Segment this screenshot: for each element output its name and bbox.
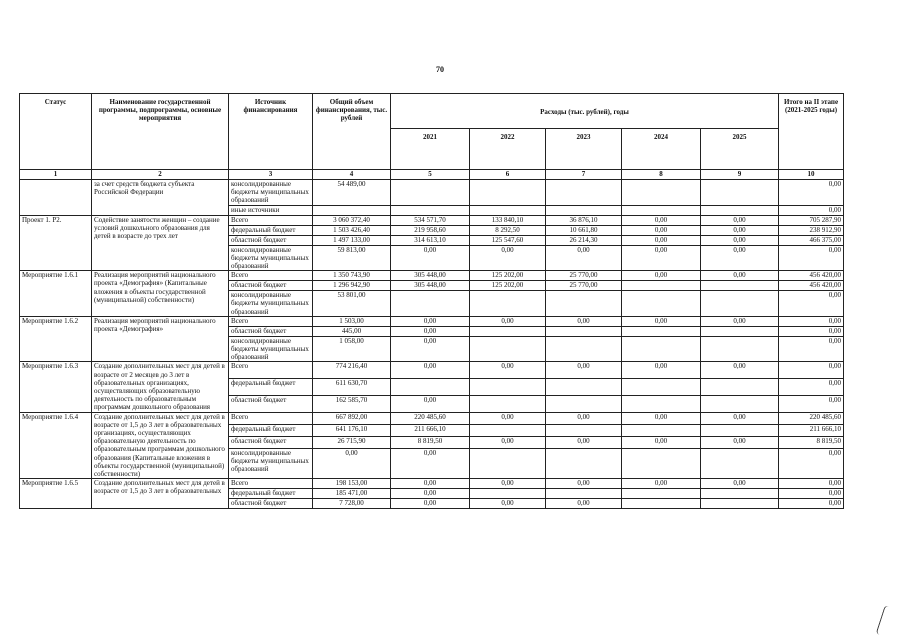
year-cell-2022 xyxy=(470,336,546,362)
year-cell-2023: 0,00 xyxy=(546,362,622,379)
funding-source: областной бюджет xyxy=(229,499,313,509)
funding-source: Всего xyxy=(229,362,313,379)
funding-source: иные источники xyxy=(229,205,313,215)
header-expenses: Расходы (тыс. рублей), годы xyxy=(391,94,779,129)
year-cell-2022: 125 547,60 xyxy=(470,235,546,245)
year-cell-2022 xyxy=(470,291,546,317)
year-cell-2021: 314 613,10 xyxy=(391,235,470,245)
header-name: Наименование государственной программы, подпрограммы, основные мероприятия xyxy=(92,94,229,170)
header-year: 2023 xyxy=(546,129,622,170)
funding-source: консолидированные бюджеты муниципальных образований xyxy=(229,291,313,317)
row-name: за счет средств бюджета субъекта Российской Федерации xyxy=(92,180,229,216)
row-status: Мероприятие 1.6.3 xyxy=(20,362,92,412)
year-cell-2023: 0,00 xyxy=(546,316,622,326)
total-cell: 26 715,90 xyxy=(313,436,391,448)
funding-source: федеральный бюджет xyxy=(229,379,313,396)
row-name: Содействие занятости женщин – создание условий дошкольного образования для детей в возрасте до трех лет xyxy=(92,215,229,271)
column-number: 7 xyxy=(546,170,622,180)
table-row xyxy=(20,316,844,326)
year-cell-2022 xyxy=(470,180,546,206)
year-cell-2023 xyxy=(546,379,622,396)
year-cell-2022: 0,00 xyxy=(470,245,546,271)
year-cell-2025: 0,00 xyxy=(701,271,779,281)
year-cell-2023 xyxy=(546,291,622,317)
total-cell: 641 176,10 xyxy=(313,424,391,436)
year-cell-2022: 0,00 xyxy=(470,499,546,509)
column-number: 5 xyxy=(391,170,470,180)
year-cell-2021: 0,00 xyxy=(391,326,470,336)
year-cell-2023: 0,00 xyxy=(546,436,622,448)
year-cell-2021: 219 958,60 xyxy=(391,225,470,235)
year-cell-2025 xyxy=(701,379,779,396)
total-cell: 7 728,00 xyxy=(313,499,391,509)
row-status: Проект 1. Р2. xyxy=(20,215,92,271)
year-cell-2022 xyxy=(470,395,546,412)
year-cell-2024: 0,00 xyxy=(622,479,701,489)
total-cell: 185 471,00 xyxy=(313,489,391,499)
total-cell: 0,00 xyxy=(313,448,391,479)
year-cell-2024 xyxy=(622,448,701,479)
stage-total-cell: 8 819,50 xyxy=(779,436,844,448)
year-cell-2022 xyxy=(470,326,546,336)
total-cell: 611 630,70 xyxy=(313,379,391,396)
total-cell: 59 813,00 xyxy=(313,245,391,271)
total-cell xyxy=(313,205,391,215)
year-cell-2023: 26 214,30 xyxy=(546,235,622,245)
year-cell-2025: 0,00 xyxy=(701,479,779,489)
stage-total-cell: 0,00 xyxy=(779,499,844,509)
year-cell-2021: 0,00 xyxy=(391,395,470,412)
total-cell: 774 216,40 xyxy=(313,362,391,379)
year-cell-2021: 0,00 xyxy=(391,336,470,362)
year-cell-2024: 0,00 xyxy=(622,436,701,448)
table-row xyxy=(20,180,844,206)
stage-total-cell: 0,00 xyxy=(779,316,844,326)
funding-source: областной бюджет xyxy=(229,436,313,448)
year-cell-2025: 0,00 xyxy=(701,316,779,326)
year-cell-2023 xyxy=(546,424,622,436)
year-cell-2025 xyxy=(701,395,779,412)
year-cell-2022: 133 840,10 xyxy=(470,215,546,225)
year-cell-2024 xyxy=(622,489,701,499)
year-cell-2022 xyxy=(470,489,546,499)
year-cell-2023: 36 876,10 xyxy=(546,215,622,225)
total-cell: 445,00 xyxy=(313,326,391,336)
stage-total-cell: 466 375,00 xyxy=(779,235,844,245)
column-number: 1 xyxy=(20,170,92,180)
year-cell-2024 xyxy=(622,424,701,436)
year-cell-2022: 0,00 xyxy=(470,316,546,326)
year-cell-2023: 25 770,00 xyxy=(546,271,622,281)
year-cell-2021 xyxy=(391,291,470,317)
stage-total-cell: 0,00 xyxy=(779,448,844,479)
stage-total-cell: 0,00 xyxy=(779,379,844,396)
year-cell-2024: 0,00 xyxy=(622,225,701,235)
row-name: Реализация мероприятий национального проекта «Демография» (Капитальные вложения в объекты государственной (муниципальной) собственности) xyxy=(92,271,229,317)
column-number: 8 xyxy=(622,170,701,180)
year-cell-2023: 10 661,80 xyxy=(546,225,622,235)
year-cell-2023 xyxy=(546,489,622,499)
year-cell-2024: 0,00 xyxy=(622,362,701,379)
header-stage-total: Итого на II этапе (2021-2025 годы) xyxy=(779,94,844,170)
year-cell-2023 xyxy=(546,205,622,215)
funding-source: Всего xyxy=(229,412,313,424)
year-cell-2022 xyxy=(470,205,546,215)
table-row xyxy=(20,271,844,281)
year-cell-2022: 8 292,50 xyxy=(470,225,546,235)
row-name: Создание дополнительных мест для детей в возрасте от 2 месяцев до 3 лет в образовательных организациях, осуществляющих образовательную деятельность по образовательным программам дошкольного образования xyxy=(92,362,229,412)
stage-total-cell: 456 420,00 xyxy=(779,271,844,281)
funding-source: Всего xyxy=(229,271,313,281)
year-cell-2021: 220 485,60 xyxy=(391,412,470,424)
table-header xyxy=(20,94,844,180)
year-cell-2024 xyxy=(622,395,701,412)
year-cell-2022: 0,00 xyxy=(470,362,546,379)
total-cell: 54 489,00 xyxy=(313,180,391,206)
year-cell-2024 xyxy=(622,180,701,206)
stage-total-cell: 0,00 xyxy=(779,291,844,317)
year-cell-2025 xyxy=(701,336,779,362)
year-cell-2022: 0,00 xyxy=(470,479,546,489)
header-source: Источник финансирования xyxy=(229,94,313,170)
row-status: Мероприятие 1.6.2 xyxy=(20,316,92,362)
year-cell-2023 xyxy=(546,395,622,412)
year-cell-2022 xyxy=(470,379,546,396)
stage-total-cell: 211 666,10 xyxy=(779,424,844,436)
year-cell-2024: 0,00 xyxy=(622,412,701,424)
funding-source: федеральный бюджет xyxy=(229,225,313,235)
year-cell-2023 xyxy=(546,180,622,206)
year-cell-2023: 0,00 xyxy=(546,499,622,509)
stage-total-cell: 238 912,90 xyxy=(779,225,844,235)
year-cell-2025 xyxy=(701,499,779,509)
total-cell: 1 350 743,90 xyxy=(313,271,391,281)
year-cell-2021: 305 448,00 xyxy=(391,281,470,291)
year-cell-2021: 0,00 xyxy=(391,448,470,479)
funding-source: консолидированные бюджеты муниципальных образований xyxy=(229,448,313,479)
table-row xyxy=(20,362,844,379)
stage-total-cell: 456 420,00 xyxy=(779,281,844,291)
year-cell-2021: 305 448,00 xyxy=(391,271,470,281)
stage-total-cell: 220 485,60 xyxy=(779,412,844,424)
year-cell-2021: 0,00 xyxy=(391,316,470,326)
stage-total-cell: 0,00 xyxy=(779,205,844,215)
year-cell-2021: 0,00 xyxy=(391,499,470,509)
column-number: 2 xyxy=(92,170,229,180)
header-year: 2024 xyxy=(622,129,701,170)
year-cell-2023 xyxy=(546,326,622,336)
year-cell-2022: 125 202,00 xyxy=(470,281,546,291)
year-cell-2023 xyxy=(546,336,622,362)
stage-total-cell: 0,00 xyxy=(779,326,844,336)
year-cell-2025 xyxy=(701,448,779,479)
column-number: 6 xyxy=(470,170,546,180)
column-number: 10 xyxy=(779,170,844,180)
funding-source: федеральный бюджет xyxy=(229,424,313,436)
year-cell-2025: 0,00 xyxy=(701,362,779,379)
table-row xyxy=(20,215,844,225)
year-cell-2021 xyxy=(391,180,470,206)
year-cell-2022 xyxy=(470,424,546,436)
funding-source: консолидированные бюджеты муниципальных образований xyxy=(229,245,313,271)
row-name: Создание дополнительных мест для детей в возрасте от 1,5 до 3 лет в образовательных организациях, осуществляющих образовательную деятельность по образовательным программам дошкольного образования (Капитальные вложения в объекты государственной (муниципальной) собственности) xyxy=(92,412,229,479)
year-cell-2024 xyxy=(622,379,701,396)
stage-total-cell: 0,00 xyxy=(779,245,844,271)
year-cell-2024 xyxy=(622,326,701,336)
stage-total-cell: 705 287,90 xyxy=(779,215,844,225)
total-cell: 1 503,00 xyxy=(313,316,391,326)
stage-total-cell: 0,00 xyxy=(779,362,844,379)
year-cell-2025 xyxy=(701,326,779,336)
table-row xyxy=(20,412,844,424)
year-cell-2024: 0,00 xyxy=(622,215,701,225)
year-cell-2024: 0,00 xyxy=(622,235,701,245)
row-status: Мероприятие 1.6.5 xyxy=(20,479,92,509)
year-cell-2021: 534 571,70 xyxy=(391,215,470,225)
total-cell: 53 801,00 xyxy=(313,291,391,317)
stage-total-cell: 0,00 xyxy=(779,489,844,499)
table-row xyxy=(20,479,844,489)
total-cell: 1 296 942,90 xyxy=(313,281,391,291)
total-cell: 3 060 372,40 xyxy=(313,215,391,225)
funding-source: Всего xyxy=(229,479,313,489)
year-cell-2021: 211 666,10 xyxy=(391,424,470,436)
year-cell-2024 xyxy=(622,281,701,291)
funding-source: консолидированные бюджеты муниципальных образований xyxy=(229,336,313,362)
funding-source: Всего xyxy=(229,316,313,326)
header-year: 2022 xyxy=(470,129,546,170)
year-cell-2025: 0,00 xyxy=(701,215,779,225)
year-cell-2022: 0,00 xyxy=(470,436,546,448)
year-cell-2023 xyxy=(546,448,622,479)
year-cell-2021 xyxy=(391,379,470,396)
row-status: Мероприятие 1.6.4 xyxy=(20,412,92,479)
year-cell-2022: 0,00 xyxy=(470,412,546,424)
year-cell-2022 xyxy=(470,448,546,479)
year-cell-2024: 0,00 xyxy=(622,271,701,281)
year-cell-2025 xyxy=(701,205,779,215)
year-cell-2021: 0,00 xyxy=(391,479,470,489)
total-cell: 162 585,70 xyxy=(313,395,391,412)
year-cell-2025 xyxy=(701,489,779,499)
year-cell-2025 xyxy=(701,424,779,436)
signature-mark xyxy=(876,605,896,637)
year-cell-2024 xyxy=(622,291,701,317)
year-cell-2024: 0,00 xyxy=(622,316,701,326)
total-cell: 198 153,00 xyxy=(313,479,391,489)
budget-table xyxy=(19,93,844,509)
year-cell-2021: 0,00 xyxy=(391,489,470,499)
stage-total-cell: 0,00 xyxy=(779,479,844,489)
funding-source: федеральный бюджет xyxy=(229,489,313,499)
year-cell-2025 xyxy=(701,180,779,206)
year-cell-2025 xyxy=(701,291,779,317)
year-cell-2022: 125 202,00 xyxy=(470,271,546,281)
total-cell: 1 497 133,00 xyxy=(313,235,391,245)
total-cell: 1 058,00 xyxy=(313,336,391,362)
funding-source: областной бюджет xyxy=(229,235,313,245)
year-cell-2023: 0,00 xyxy=(546,412,622,424)
year-cell-2025: 0,00 xyxy=(701,225,779,235)
funding-source: областной бюджет xyxy=(229,395,313,412)
funding-source: консолидированные бюджеты муниципальных образований xyxy=(229,180,313,206)
year-cell-2021 xyxy=(391,205,470,215)
stage-total-cell: 0,00 xyxy=(779,395,844,412)
column-number: 9 xyxy=(701,170,779,180)
funding-source: областной бюджет xyxy=(229,281,313,291)
header-total: Общий объем финансирования, тыс. рублей xyxy=(313,94,391,170)
total-cell: 1 503 426,40 xyxy=(313,225,391,235)
year-cell-2025: 0,00 xyxy=(701,245,779,271)
year-cell-2024: 0,00 xyxy=(622,245,701,271)
year-cell-2023: 0,00 xyxy=(546,479,622,489)
year-cell-2021: 0,00 xyxy=(391,245,470,271)
year-cell-2024 xyxy=(622,336,701,362)
year-cell-2025: 0,00 xyxy=(701,412,779,424)
stage-total-cell: 0,00 xyxy=(779,180,844,206)
row-status xyxy=(20,180,92,216)
column-number: 3 xyxy=(229,170,313,180)
year-cell-2021: 0,00 xyxy=(391,362,470,379)
row-name: Создание дополнительных мест для детей в возрасте от 1,5 до 3 лет в образовательных xyxy=(92,479,229,509)
header-status: Статус xyxy=(20,94,92,170)
funding-source: Всего xyxy=(229,215,313,225)
year-cell-2025: 0,00 xyxy=(701,436,779,448)
row-status: Мероприятие 1.6.1 xyxy=(20,271,92,317)
year-cell-2023: 25 770,00 xyxy=(546,281,622,291)
year-cell-2023: 0,00 xyxy=(546,245,622,271)
row-name: Реализация мероприятий национального проекта «Демография» xyxy=(92,316,229,362)
year-cell-2025 xyxy=(701,281,779,291)
column-number: 4 xyxy=(313,170,391,180)
header-year: 2021 xyxy=(391,129,470,170)
total-cell: 667 892,00 xyxy=(313,412,391,424)
year-cell-2021: 8 819,50 xyxy=(391,436,470,448)
year-cell-2025: 0,00 xyxy=(701,235,779,245)
year-cell-2024 xyxy=(622,499,701,509)
year-cell-2024 xyxy=(622,205,701,215)
funding-source: областной бюджет xyxy=(229,326,313,336)
stage-total-cell: 0,00 xyxy=(779,336,844,362)
table-body xyxy=(20,180,844,509)
page-number: 70 xyxy=(436,65,444,74)
header-year: 2025 xyxy=(701,129,779,170)
